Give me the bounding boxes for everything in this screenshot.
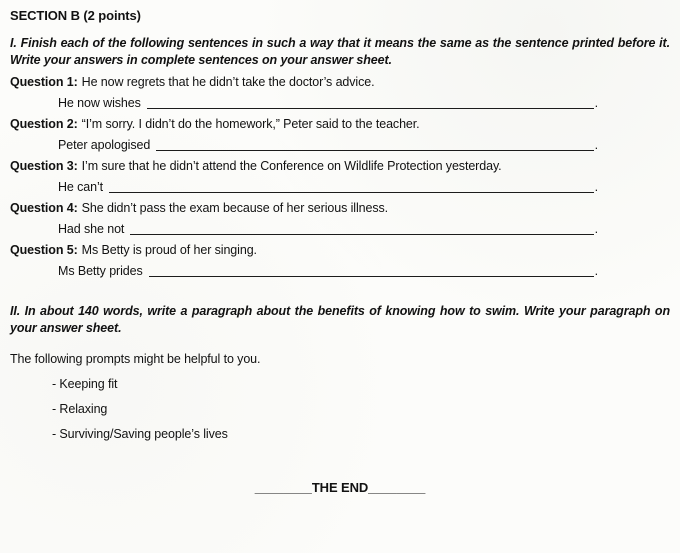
question-4-answer-blank <box>130 234 593 235</box>
question-3-line <box>10 158 670 174</box>
question-1-answer-blank <box>147 108 594 109</box>
question-5-prompt: Ms Betty is proud of her singing. <box>81 243 257 258</box>
part2-instructions: II. In about 140 words, write a paragraph about the benefits of knowing how to swim. Write your paragraph on your answer sheet. <box>10 304 670 335</box>
question-4-answer-stem: Had she not <box>58 222 125 237</box>
part2-section <box>10 303 670 441</box>
question-1-line <box>10 74 670 90</box>
section-header: SECTION B (2 points) <box>10 8 141 23</box>
question-4-end-punct: . <box>594 222 598 237</box>
question-3-prompt: I’m sure that he didn’t attend the Conference on Wildlife Protection yesterday. <box>81 159 502 174</box>
question-2-answer-blank <box>156 150 593 151</box>
question-3-answer-stem: He can’t <box>58 180 104 195</box>
question-2-prompt: “I’m sorry. I didn’t do the homework,” Peter said to the teacher. <box>81 117 420 132</box>
question-2-answer-row <box>58 137 598 153</box>
footer-underscore-right: ________ <box>368 479 426 495</box>
question-5-line <box>10 242 670 258</box>
question-2-label: Question 2: <box>10 117 78 132</box>
question-3-answer-blank <box>109 192 594 193</box>
question-5-label: Question 5: <box>10 243 78 258</box>
question-1-end-punct: . <box>594 96 598 111</box>
question-5-end-punct: . <box>594 264 598 279</box>
question-4-label: Question 4: <box>10 201 78 216</box>
question-4-line <box>10 200 670 216</box>
part1-instructions: I. Finish each of the following sentences in such a way that it means the same as the sentence printed before it. Write your answers in complete sentences on your answer sheet. <box>10 36 670 67</box>
prompt-item-keeping-fit: - Keeping fit <box>52 376 118 391</box>
question-3-label: Question 3: <box>10 159 78 174</box>
question-1-prompt: He now regrets that he didn’t take the doctor’s advice. <box>81 75 375 90</box>
question-3-end-punct: . <box>594 180 598 195</box>
footer-underscore-left: ________ <box>254 479 312 495</box>
question-1-answer-stem: He now wishes <box>58 96 141 111</box>
question-1-answer-row <box>58 95 598 111</box>
question-2-end-punct: . <box>594 138 598 153</box>
question-4-prompt: She didn’t pass the exam because of her serious illness. <box>81 201 389 216</box>
question-5-answer-stem: Ms Betty prides <box>58 264 143 279</box>
prompt-item-relaxing: - Relaxing <box>52 401 108 416</box>
footer-the-end-text: THE END <box>311 479 369 495</box>
question-5-answer-row <box>58 263 598 279</box>
question-5-answer-blank <box>149 276 594 277</box>
question-4-answer-row <box>58 221 598 237</box>
question-3-answer-row <box>58 179 598 195</box>
question-2-answer-stem: Peter apologised <box>58 138 151 153</box>
question-2-line <box>10 116 670 132</box>
the-end-footer <box>10 480 670 495</box>
question-1-label: Question 1: <box>10 75 78 90</box>
prompts-intro: The following prompts might be helpful to you. <box>10 351 261 366</box>
prompt-item-surviving: - Surviving/Saving people’s lives <box>52 426 228 441</box>
